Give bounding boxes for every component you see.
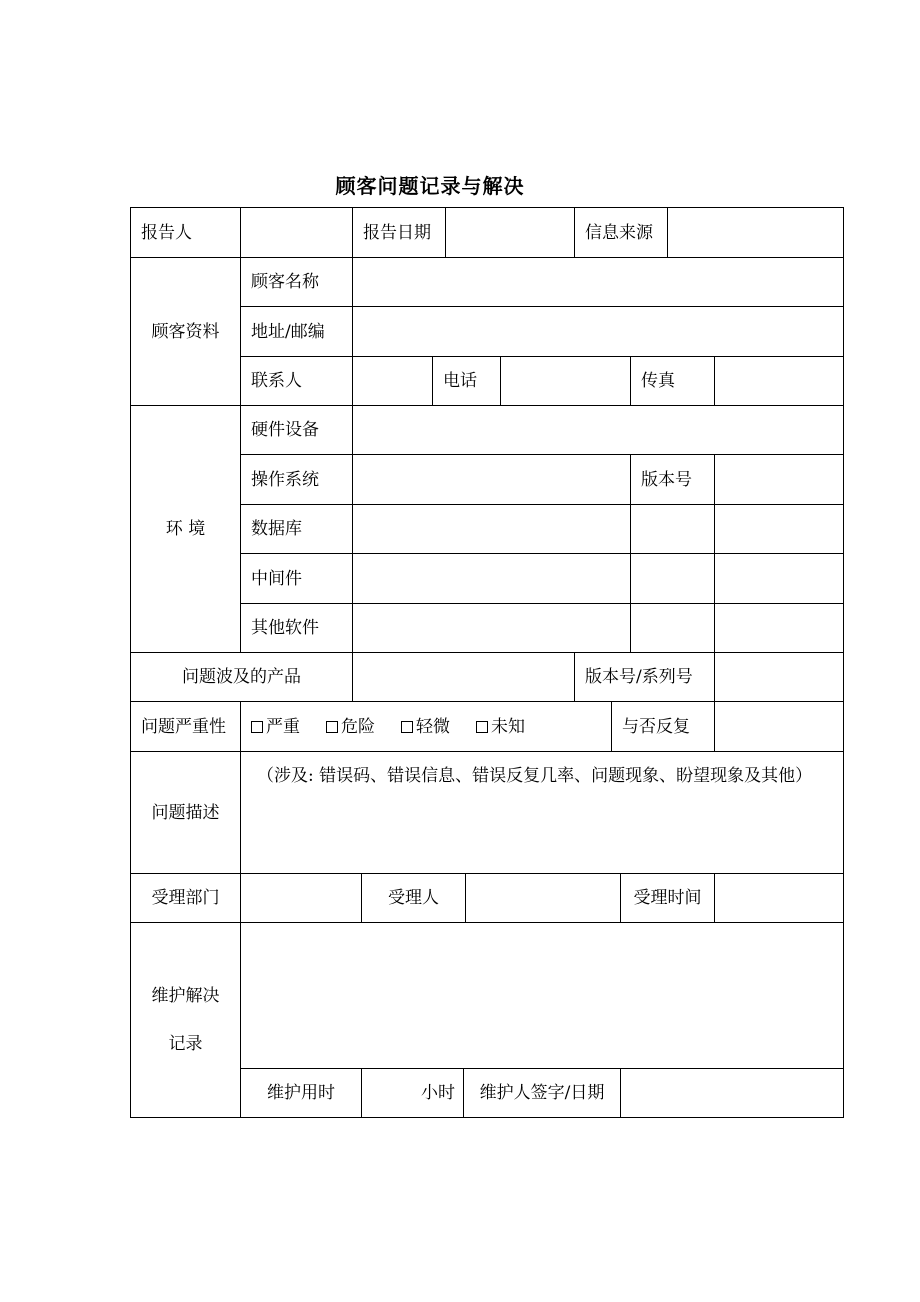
middleware-field[interactable] [353,554,630,603]
description-field[interactable] [241,752,843,873]
address-label: 地址/邮编 [251,321,325,342]
hardware-label: 硬件设备 [251,420,319,440]
reporter-label: 报告人 [141,222,192,243]
info-source-field[interactable] [668,208,843,257]
version-serial-field[interactable] [715,653,843,701]
contact-label: 联系人 [251,371,302,391]
other-software-label: 其他软件 [251,618,319,638]
os-label: 操作系统 [251,469,319,490]
grid-line [843,207,844,1118]
maintenance-record-field[interactable] [241,923,843,1068]
contact-field[interactable] [353,357,432,405]
grid-line [130,1117,844,1118]
signature-field[interactable] [621,1069,843,1117]
handler-field[interactable] [466,874,620,922]
database-field[interactable] [353,505,630,553]
maintenance-label-line1: 维护解决 [151,986,220,1006]
maintenance-hours-field[interactable] [362,1069,463,1117]
version-serial-label: 版本号/系列号 [585,667,693,687]
phone-label: 电话 [443,371,477,391]
severity-label: 问题严重性 [141,716,226,737]
form-title: 顾客问题记录与解决 [335,174,525,198]
report-date-field[interactable] [446,208,574,257]
info-source-label: 信息来源 [585,222,653,243]
handler-label: 受理人 [388,888,439,908]
maintenance-time-label: 维护用时 [267,1083,335,1103]
product-label: 问题波及的产品 [182,667,301,687]
fax-label: 传真 [641,371,675,391]
handling-time-field[interactable] [715,874,843,922]
maintenance-section-label [131,923,240,1117]
severity-option-minor[interactable]: 轻微 [401,717,450,737]
phone-field[interactable] [501,357,630,405]
os-version-field[interactable] [715,455,843,504]
severity-option-danger[interactable]: 危险 [326,717,375,737]
severity-options [241,702,611,751]
other-software-field[interactable] [353,604,630,652]
hardware-field[interactable] [353,406,843,454]
description-label: 问题描述 [151,802,220,823]
checkbox-icon[interactable] [326,721,338,733]
database-label: 数据库 [251,519,302,539]
severity-option-severe[interactable]: 严重 [251,717,300,737]
environment-section-label: 环 境 [165,519,206,539]
customer-section-label: 顾客资料 [151,321,220,342]
middleware-label: 中间件 [251,568,302,589]
checkbox-icon[interactable] [476,721,488,733]
signature-label: 维护人签字/日期 [479,1083,605,1103]
address-field[interactable] [353,307,843,356]
description-hint: （涉及: 错误码、错误信息、错误反复几率、问题现象、盼望现象及其他） [257,766,813,786]
handling-dept-field[interactable] [241,874,361,922]
handling-dept-label: 受理部门 [151,888,220,908]
reporter-field[interactable] [241,208,352,257]
customer-name-field[interactable] [353,258,843,306]
handling-time-label: 受理时间 [633,888,702,908]
repeat-field[interactable] [715,702,843,751]
checkbox-icon[interactable] [401,721,413,733]
checkbox-icon[interactable] [251,721,263,733]
severity-option-unknown[interactable]: 未知 [476,717,525,737]
os-version-label: 版本号 [641,469,692,490]
fax-field[interactable] [715,357,843,405]
product-field[interactable] [353,653,574,701]
customer-name-label: 顾客名称 [251,272,319,292]
os-field[interactable] [353,455,630,504]
report-date-label: 报告日期 [363,222,431,243]
repeat-label: 与否反复 [622,716,690,737]
hours-unit: 小时 [421,1083,455,1103]
maintenance-label-line2: 记录 [168,1034,203,1054]
